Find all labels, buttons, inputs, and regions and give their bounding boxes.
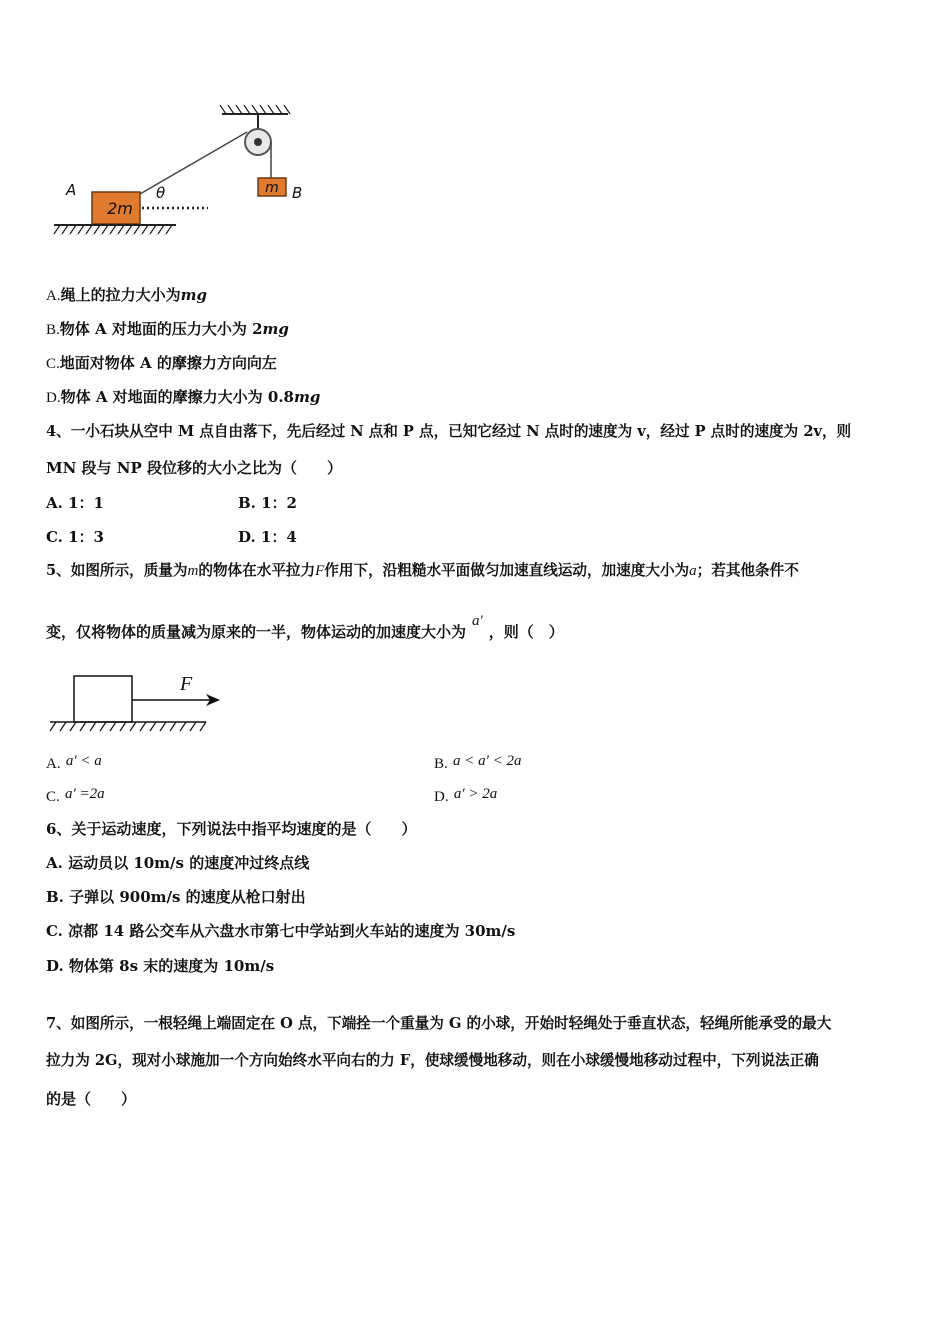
q4-stem-line2: MN 段与 NP 段位移的大小之比为（ ） bbox=[46, 459, 342, 477]
q3-option-d: D.物体 A 对地面的摩擦力大小为 0.8mg bbox=[46, 388, 321, 406]
q4-stem-line1: 4、一小石块从空中 M 点自由落下，先后经过 N 点和 P 点，已知它经过 N 点时的速度为 v，经过 P 点时的速度为 2v，则 bbox=[46, 423, 852, 440]
q7-stem-line3: 的是（ ） bbox=[46, 1090, 137, 1108]
pulley-figure bbox=[50, 100, 320, 245]
q3-option-c: C.地面对物体 A 的摩擦力方向向左 bbox=[46, 354, 277, 372]
angle-theta: θ bbox=[156, 184, 166, 202]
label-b: B bbox=[292, 184, 303, 202]
q3-option-b: B.物体 A 对地面的压力大小为 2mg bbox=[46, 320, 289, 338]
q5-option-b: B. a < a′ < 2a bbox=[434, 753, 522, 772]
block-a-mass: 2m bbox=[107, 199, 133, 218]
force-label: F bbox=[180, 673, 193, 695]
block-b-mass: m bbox=[265, 180, 279, 196]
q4-option-b: B. 1：2 bbox=[238, 494, 297, 512]
q4-option-a: A. 1：1 bbox=[46, 494, 104, 512]
q7-stem-line1: 7、如图所示，一根轻绳上端固定在 O 点，下端拴一个重量为 G 的小球，开始时轻绳处于垂直状态，轻绳所能承受的最大 bbox=[46, 1015, 832, 1032]
q4-option-c: C. 1：3 bbox=[46, 528, 104, 546]
q5-stem-line2: 变，仅将物体的质量减为原来的一半，物体运动的加速度大小为a′，则（ ） bbox=[46, 613, 564, 641]
q6-stem: 6、关于运动速度，下列说法中指平均速度的是（ ） bbox=[46, 820, 417, 838]
q5-option-c: C. a′ =2a bbox=[46, 786, 105, 805]
force-figure bbox=[46, 668, 226, 738]
q4-option-d: D. 1：4 bbox=[238, 528, 297, 546]
q7-stem-line2: 拉力为 2G，现对小球施加一个方向始终水平向右的力 F，使球缓慢地移动，则在小球缓慢地移动过程中，下列说法正确 bbox=[46, 1052, 819, 1069]
q6-option-b: B. 子弹以 900m/s 的速度从枪口射出 bbox=[46, 888, 306, 906]
q6-option-d: D. 物体第 8s 末的速度为 10m/s bbox=[46, 957, 275, 975]
q6-option-c: C. 凉都 14 路公交车从六盘水市第七中学站到火车站的速度为 30m/s bbox=[46, 922, 516, 940]
q5-option-d: D. a′ > 2a bbox=[434, 786, 498, 805]
q6-option-a: A. 运动员以 10m/s 的速度冲过终点线 bbox=[46, 854, 310, 872]
q5-stem-line1: 5、如图所示，质量为m的物体在水平拉力F作用下，沿粗糙水平面做匀加速直线运动，加速度大小为a；若其他条件不 bbox=[46, 562, 799, 579]
q3-option-a: A.绳上的拉力大小为mg bbox=[46, 286, 207, 304]
q5-option-a: A. a′ < a bbox=[46, 753, 102, 772]
label-a: A bbox=[66, 181, 77, 199]
